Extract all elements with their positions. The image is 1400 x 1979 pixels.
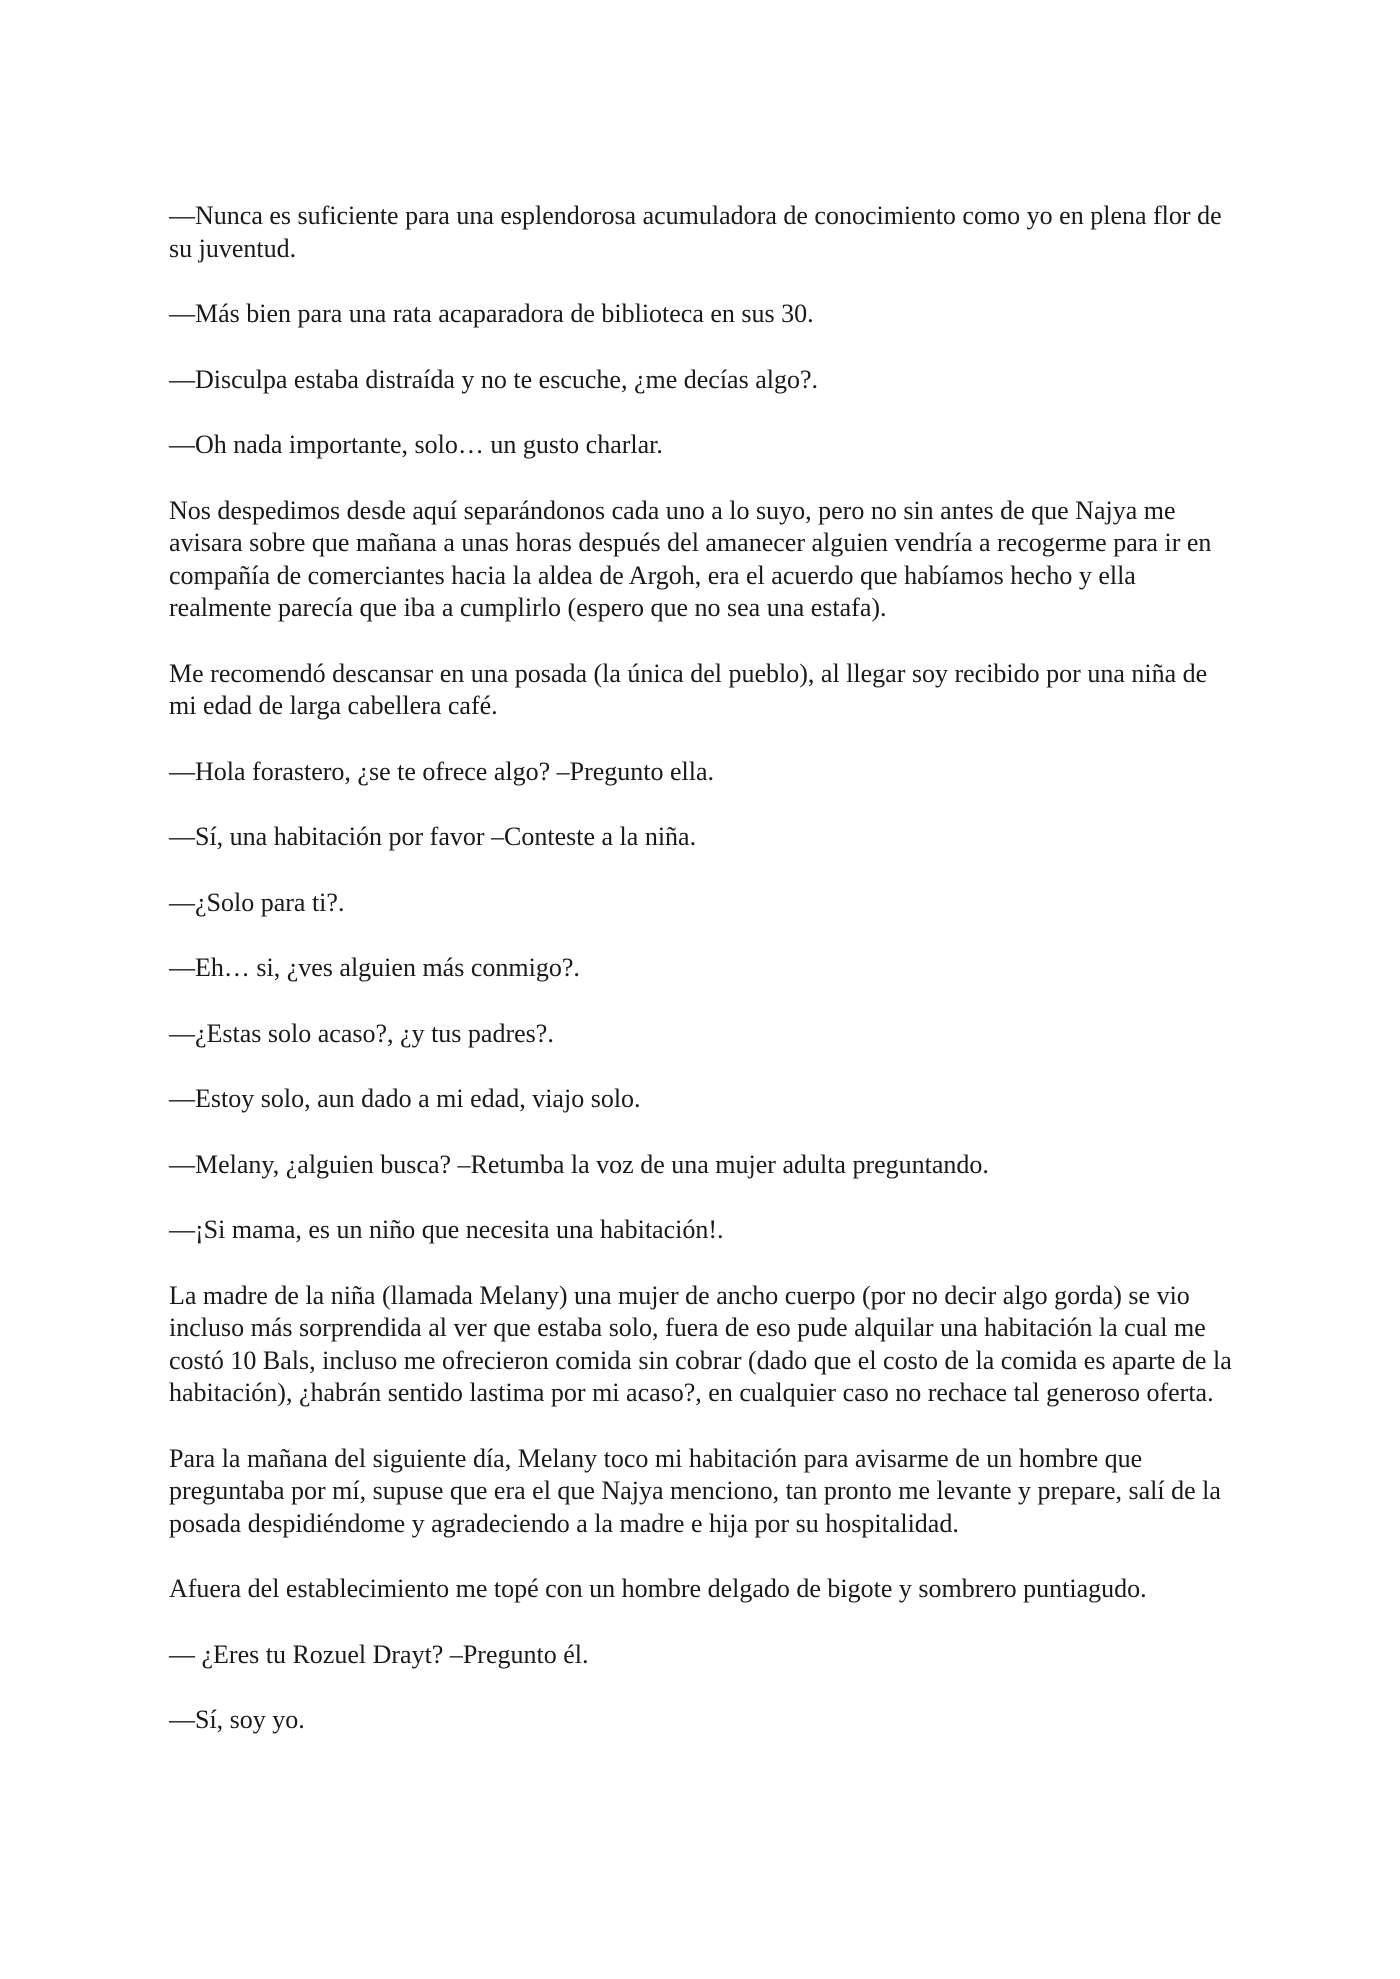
narrative-paragraph: Para la mañana del siguiente día, Melany toco mi habitación para avisarme de un hombre que preguntaba por mí, supuse que era el que Najya menciono, tan pronto me levante y prepare, salí de la posada despidiéndome y agradeciendo a la madre e hija por su hospitalidad.	[169, 1443, 1221, 1538]
dialogue-line: —Disculpa estaba distraída y no te escuche, ¿me decías algo?.	[169, 364, 819, 394]
dialogue-line: —Más bien para una rata acaparadora de biblioteca en sus 30.	[169, 299, 814, 328]
dialogue-line: —Melany, ¿alguien busca? –Retumba la voz de una mujer adulta preguntando.	[169, 1149, 989, 1179]
narrative-paragraph: Me recomendó descansar en una posada (la única del pueblo), al llegar soy recibido por una niña de mi edad de larga cabellera café.	[169, 658, 1208, 720]
dialogue-line: —Eh… si, ¿ves alguien más conmigo?.	[169, 953, 580, 982]
narrative-paragraph: Nos despedimos desde aquí separándonos cada uno a lo suyo, pero no sin antes de que Najya me avisara sobre que mañana a unas horas después del amanecer alguien vendría a recogerme para ir en compañía de comerciantes hacia la aldea de Argoh, era el acuerdo que habíamos hecho y ella realmente parecía que iba a cumplirlo (espero que no sea una estafa).	[169, 495, 1212, 622]
dialogue-line: —¿Solo para ti?.	[169, 887, 345, 917]
dialogue-line: —Nunca es suficiente para una esplendorosa acumuladora de conocimiento como yo en plena flor de su juventud.	[169, 201, 1222, 263]
dialogue-line: — ¿Eres tu Rozuel Drayt? –Pregunto él.	[169, 1639, 589, 1669]
dialogue-line: —¡Si mama, es un niño que necesita una habitación!.	[169, 1215, 724, 1244]
dialogue-line: —¿Estas solo acaso?, ¿y tus padres?.	[169, 1018, 554, 1048]
dialogue-line: —Estoy solo, aun dado a mi edad, viajo solo.	[169, 1084, 641, 1113]
narrative-paragraph: La madre de la niña (llamada Melany) una mujer de ancho cuerpo (por no decir algo gorda) se vio incluso más sorprendida al ver que estaba solo, fuera de eso pude alquilar una habitación la cual me costó 10 Bals, incluso me ofrecieron comida sin cobrar (dado que el costo de la comida es aparte de la habitación), ¿habrán sentido lastima por mi acaso?, en cualquier caso no rechace tal generoso oferta.	[169, 1280, 1232, 1407]
narrative-paragraph: Afuera del establecimiento me topé con un hombre delgado de bigote y sombrero puntiagudo.	[169, 1574, 1147, 1603]
dialogue-line: —Sí, una habitación por favor –Conteste a la niña.	[169, 822, 697, 851]
document-body	[169, 200, 1239, 1770]
dialogue-line: —Sí, soy yo.	[169, 1705, 305, 1734]
dialogue-line: —Oh nada importante, solo… un gusto charlar.	[169, 430, 663, 459]
dialogue-line: —Hola forastero, ¿se te ofrece algo? –Pregunto ella.	[169, 756, 715, 786]
